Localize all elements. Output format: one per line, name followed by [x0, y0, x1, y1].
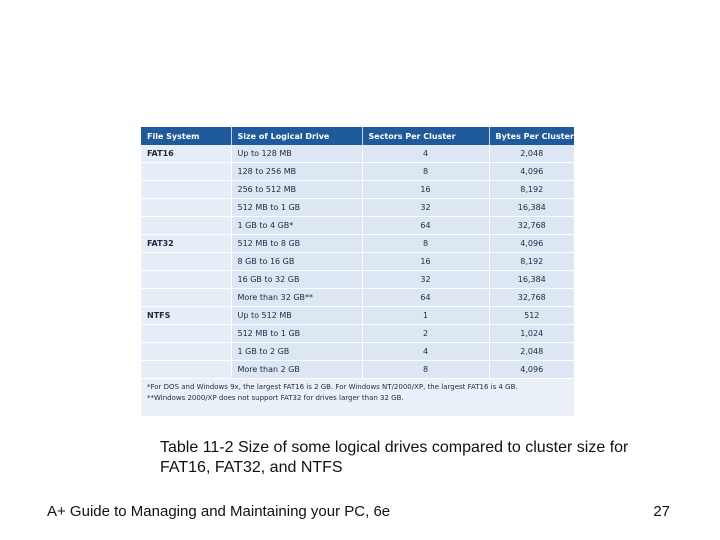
cell-drive-size: Up to 512 MB	[231, 307, 362, 325]
table-row	[141, 199, 574, 217]
cell-file-system	[141, 343, 231, 361]
page-number: 27	[653, 503, 670, 520]
cell-file-system: FAT16	[141, 145, 231, 163]
cell-sectors-per-cluster: 64	[362, 289, 489, 307]
cell-bytes-per-cluster: 4,096	[489, 361, 574, 379]
table-header-row	[141, 127, 574, 145]
cell-bytes-per-cluster: 2,048	[489, 343, 574, 361]
cell-bytes-per-cluster: 512	[489, 307, 574, 325]
cell-sectors-per-cluster: 1	[362, 307, 489, 325]
table-body	[141, 145, 574, 379]
cell-sectors-per-cluster: 16	[362, 253, 489, 271]
cell-sectors-per-cluster: 32	[362, 271, 489, 289]
cell-bytes-per-cluster: 32,768	[489, 289, 574, 307]
cell-sectors-per-cluster: 4	[362, 343, 489, 361]
cell-drive-size: 512 MB to 8 GB	[231, 235, 362, 253]
cell-drive-size: 256 to 512 MB	[231, 181, 362, 199]
table-row	[141, 145, 574, 163]
table-row	[141, 325, 574, 343]
cell-file-system	[141, 163, 231, 181]
cell-sectors-per-cluster: 2	[362, 325, 489, 343]
table-footnotes	[141, 379, 574, 404]
table-row	[141, 217, 574, 235]
cell-bytes-per-cluster: 2,048	[489, 145, 574, 163]
caption-label: Table 11-2	[160, 439, 234, 456]
cell-file-system	[141, 361, 231, 379]
cell-drive-size: More than 32 GB**	[231, 289, 362, 307]
cell-drive-size: 8 GB to 16 GB	[231, 253, 362, 271]
table-row	[141, 163, 574, 181]
cell-bytes-per-cluster: 8,192	[489, 181, 574, 199]
cell-file-system	[141, 181, 231, 199]
caption-text: Size of some logical drives compared to cluster size for FAT16, FAT32, and NTFS	[160, 439, 629, 476]
cluster-size-table-figure	[141, 127, 574, 416]
cell-sectors-per-cluster: 32	[362, 199, 489, 217]
table-row	[141, 181, 574, 199]
cell-sectors-per-cluster: 8	[362, 361, 489, 379]
table-row	[141, 271, 574, 289]
table-caption	[160, 438, 630, 478]
cell-bytes-per-cluster: 16,384	[489, 199, 574, 217]
cell-file-system	[141, 217, 231, 235]
cell-bytes-per-cluster: 16,384	[489, 271, 574, 289]
cell-file-system: NTFS	[141, 307, 231, 325]
cell-file-system	[141, 325, 231, 343]
cell-file-system: FAT32	[141, 235, 231, 253]
cell-sectors-per-cluster: 16	[362, 181, 489, 199]
table-row	[141, 235, 574, 253]
cell-bytes-per-cluster: 32,768	[489, 217, 574, 235]
footnote: **Windows 2000/XP does not support FAT32 for drives larger than 32 GB.	[147, 394, 404, 402]
cell-drive-size: More than 2 GB	[231, 361, 362, 379]
cell-drive-size: 512 MB to 1 GB	[231, 199, 362, 217]
table-row	[141, 343, 574, 361]
header-file-system: File System	[141, 127, 231, 145]
cell-drive-size: 512 MB to 1 GB	[231, 325, 362, 343]
cell-sectors-per-cluster: 8	[362, 163, 489, 181]
header-logical-drive-size: Size of Logical Drive	[231, 127, 362, 145]
table-row	[141, 361, 574, 379]
cell-bytes-per-cluster: 4,096	[489, 235, 574, 253]
cluster-size-table	[141, 127, 574, 379]
cell-drive-size: 16 GB to 32 GB	[231, 271, 362, 289]
cell-file-system	[141, 271, 231, 289]
table-row	[141, 253, 574, 271]
footnote: *For DOS and Windows 9x, the largest FAT16 is 2 GB. For Windows NT/2000/XP, the largest FAT16 is 4 GB.	[147, 383, 518, 391]
table-row	[141, 289, 574, 307]
table-row	[141, 307, 574, 325]
cell-bytes-per-cluster: 1,024	[489, 325, 574, 343]
cell-bytes-per-cluster: 4,096	[489, 163, 574, 181]
cell-drive-size: Up to 128 MB	[231, 145, 362, 163]
footer-book-title: A+ Guide to Managing and Maintaining your PC, 6e	[47, 503, 391, 520]
cell-bytes-per-cluster: 8,192	[489, 253, 574, 271]
cell-sectors-per-cluster: 64	[362, 217, 489, 235]
cell-drive-size: 128 to 256 MB	[231, 163, 362, 181]
header-sectors-per-cluster: Sectors Per Cluster	[362, 127, 489, 145]
cell-sectors-per-cluster: 4	[362, 145, 489, 163]
cell-drive-size: 1 GB to 4 GB*	[231, 217, 362, 235]
cell-sectors-per-cluster: 8	[362, 235, 489, 253]
cell-file-system	[141, 199, 231, 217]
cell-file-system	[141, 289, 231, 307]
cell-file-system	[141, 253, 231, 271]
header-bytes-per-cluster: Bytes Per Cluster	[489, 127, 574, 145]
cell-drive-size: 1 GB to 2 GB	[231, 343, 362, 361]
